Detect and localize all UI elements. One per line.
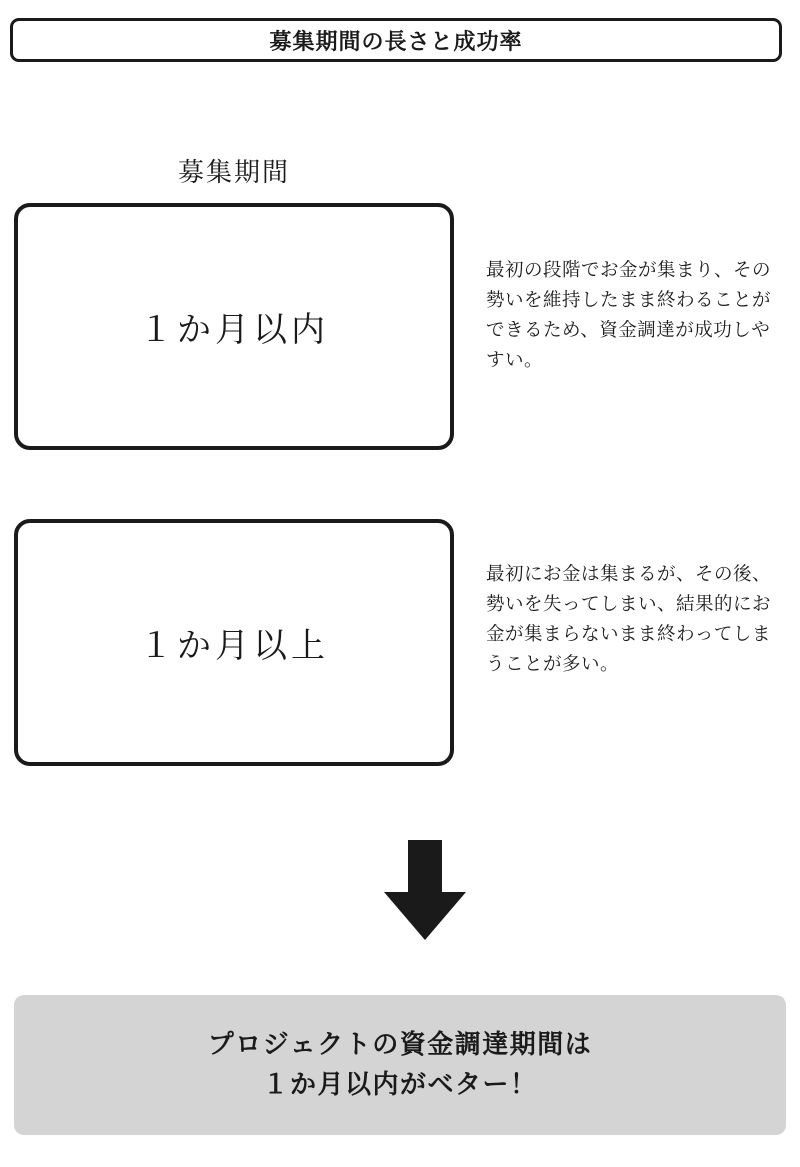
down-arrow-icon <box>380 840 470 940</box>
row-box-over-one-month <box>14 519 454 766</box>
row-description-within-one-month: 最初の段階でお金が集まり、その勢いを維持したまま終わることができるため、資金調達が成功しやすい。 <box>486 260 772 371</box>
row-label: １か月以上 <box>139 626 329 666</box>
row-label: １か月以内 <box>139 310 329 350</box>
column-heading: 募集期間 <box>177 158 290 188</box>
row-description-over-one-month: 最初にお金は集まるが、その後、勢いを失ってしまい、結果的にお金が集まらないまま終わってしまうことが多い。 <box>486 564 772 675</box>
page-title: 募集期間の長さと成功率 <box>269 29 523 55</box>
row-box-within-one-month <box>14 203 454 450</box>
conclusion-line-1: プロジェクトの資金調達期間は <box>207 1029 593 1060</box>
conclusion-box <box>14 995 786 1135</box>
conclusion-line-2: １か月以内がベター！ <box>262 1070 538 1100</box>
diagram-title-box <box>10 18 782 62</box>
